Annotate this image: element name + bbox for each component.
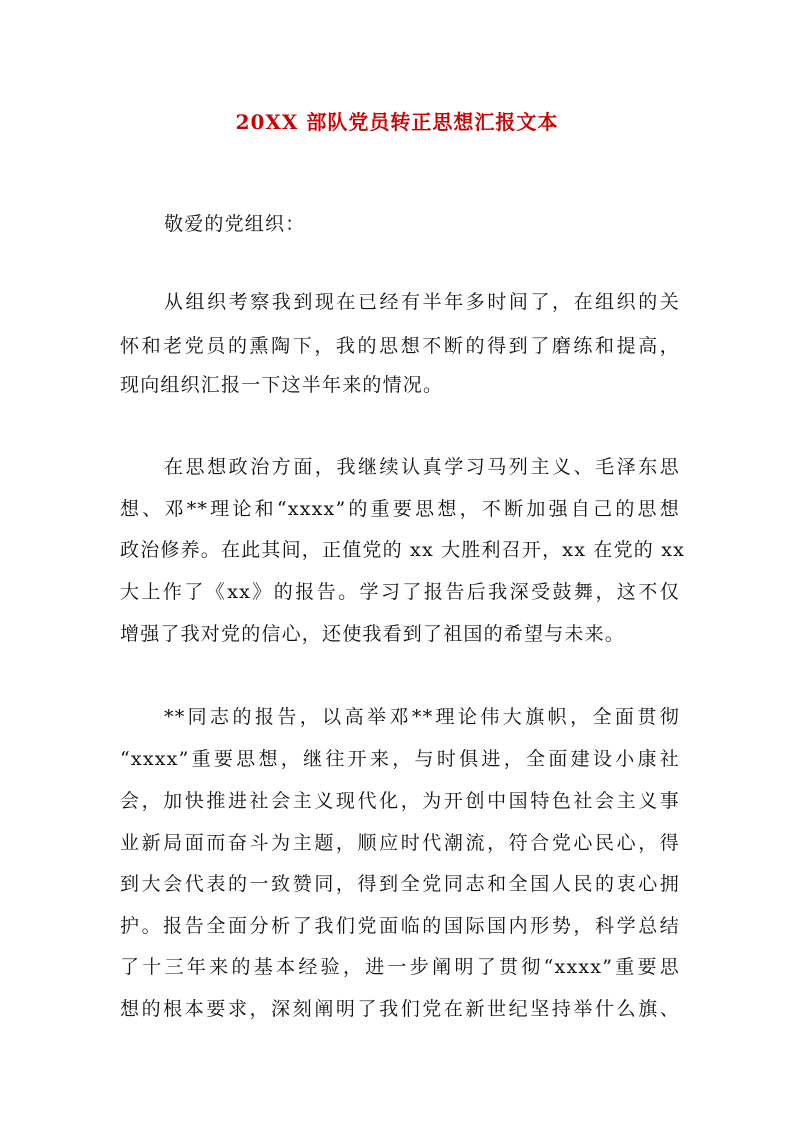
paragraph-line: 从组织考察我到现在已经有半年多时间了，在组织的关 [164,291,680,313]
paragraph-line: 大上作了《xx》的报告。学习了报告后我深受鼓舞，这不仅 [120,581,680,603]
paragraph-line: **同志的报告，以高举邓**理论伟大旗帜，全面贯彻 [164,706,680,728]
paragraph-line: “xxxx”重要思想，继往开来，与时俱进，全面建设小康社 [120,748,680,770]
paragraph-line: 在思想政治方面，我继续认真学习马列主义、毛泽东思 [164,456,680,478]
paragraph-line: 护。报告全面分析了我们党面临的国际国内形势，科学总结 [120,915,680,937]
paragraph-line: 了十三年来的基本经验，进一步阐明了贯彻“xxxx”重要思 [120,956,680,978]
paragraph-line: 增强了我对党的信心，还使我看到了祖国的希望与未来。 [120,623,626,645]
paragraph-line: 想的根本要求，深刻阐明了我们党在新世纪坚持举什么旗、 [120,998,680,1020]
salutation: 敬爱的党组织： [164,213,306,235]
paragraph-line: 到大会代表的一致赞同，得到全党同志和全国人民的衷心拥 [120,873,680,895]
paragraph-line: 政治修养。在此其间，正值党的 xx 大胜利召开，xx 在党的 xx [120,539,686,561]
paragraph-line: 怀和老党员的熏陶下，我的思想不断的得到了磨练和提高， [120,335,680,357]
paragraph-line: 业新局面而奋斗为主题，顺应时代潮流，符合党心民心，得 [120,832,680,854]
paragraph-line: 现向组织汇报一下这半年来的情况。 [120,374,444,396]
paragraph-line: 想、邓**理论和“xxxx”的重要思想，不断加强自己的思想 [120,498,680,520]
paragraph-line: 会，加快推进社会主义现代化，为开创中国特色社会主义事 [120,790,680,812]
document-title: 20XX 部队党员转正思想汇报文本 [235,110,559,134]
